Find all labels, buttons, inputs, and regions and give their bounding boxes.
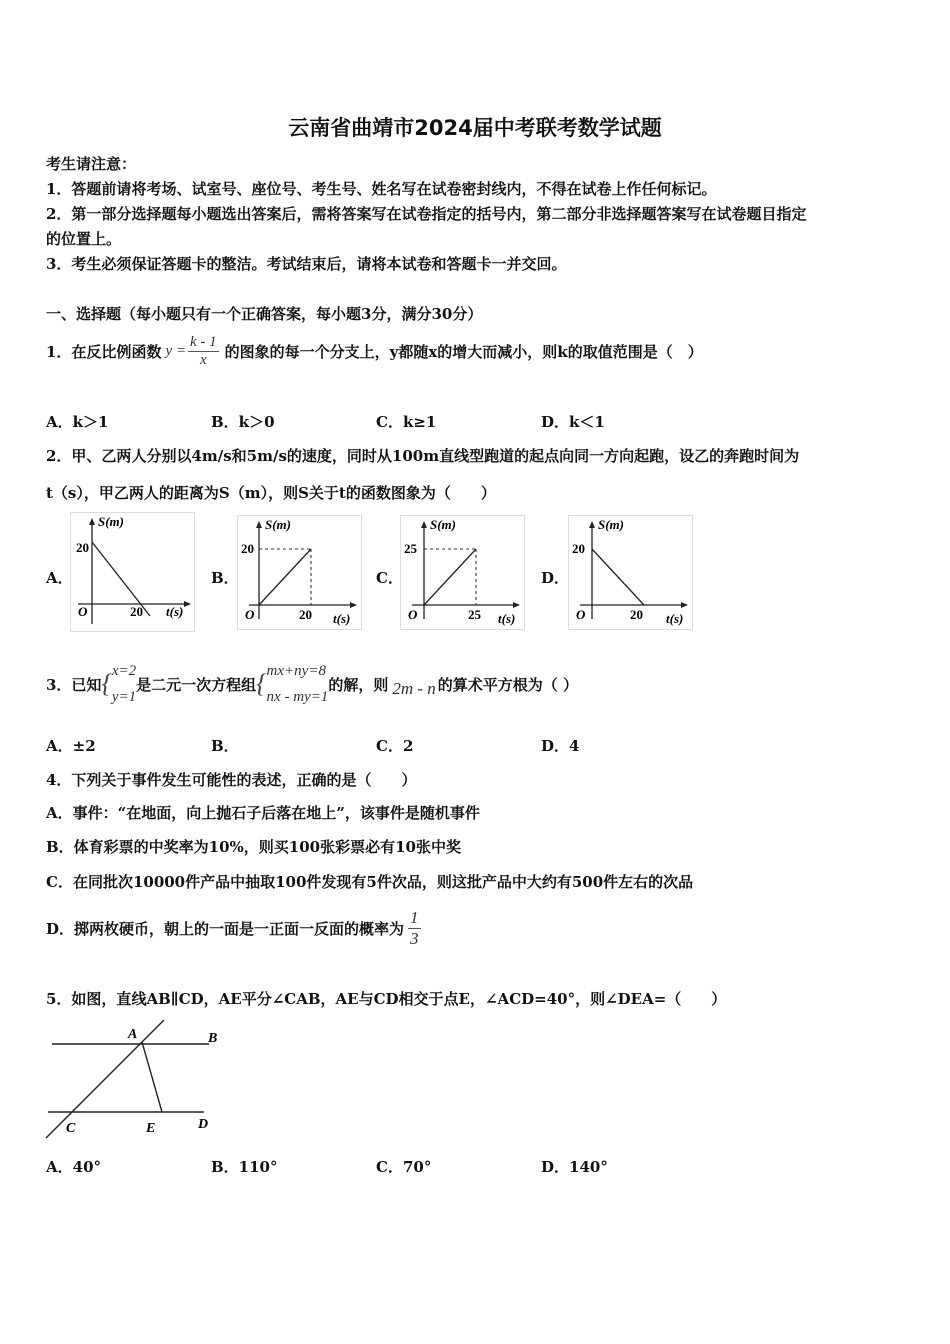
question-5-stem: 5．如图，直线AB∥CD，AE平分∠CAB，AE与CD相交于点E，∠ACD=40°，则∠DEA=（ ） <box>46 990 727 1008</box>
graph-d-x-tick: 20 <box>630 607 643 622</box>
graph-d-y-label: S(m) <box>598 517 624 532</box>
q4-option-d-text: D．掷两枚硬币，朝上的一面是一正面一反面的概率为 <box>46 919 405 938</box>
graph-a-x-label: t(s) <box>166 604 184 619</box>
q4-fraction-den: 3 <box>410 928 419 948</box>
graph-d-line <box>592 549 644 605</box>
notice-item-2-cont: 的位置上。 <box>46 230 122 248</box>
q5-line-ae <box>142 1042 162 1112</box>
q1-fraction <box>188 334 219 369</box>
q1-option-c[interactable]: C．k≥1 <box>376 413 437 431</box>
q3-system-1 <box>101 658 136 710</box>
q3-suffix: 的算术平方根为（ ） <box>437 675 579 694</box>
notice-heading: 考生请注意： <box>46 155 137 173</box>
graph-b-x-label: t(s) <box>333 611 351 626</box>
q2-option-c[interactable]: C． <box>376 569 403 587</box>
notice-item-3: 3．考生必须保证答题卡的整洁。考试结束后，请将本试卷和答题卡一并交回。 <box>46 255 567 273</box>
q1-prefix: 1．在反比例函数 <box>46 342 162 361</box>
graph-b-x-tick: 20 <box>299 607 312 622</box>
q3-after: 的解，则 <box>328 675 389 694</box>
q1-option-a[interactable]: A．k＞1 <box>46 413 109 431</box>
graph-c-y-tick: 25 <box>404 541 417 556</box>
notice-item-1: 1．答题前请将考场、试室号、座位号、考生号、姓名写在试卷密封线内，不得在试卷上作任何标记。 <box>46 180 717 198</box>
q3-mid: 是二元一次方程组 <box>136 675 257 694</box>
q4-option-d[interactable] <box>46 904 421 952</box>
q3-sys1-line2: y=1 <box>111 689 137 705</box>
q2-graph-a <box>70 512 195 632</box>
question-3-stem <box>46 648 578 720</box>
question-2-line-1: 2．甲、乙两人分别以4m/s和5m/s的速度，同时从100m直线型跑道的起点向同一方向起跑，设乙的奔跑时间为 <box>46 447 800 465</box>
q5-label-e: E <box>146 1121 156 1136</box>
q5-option-c[interactable]: C．70° <box>376 1158 432 1176</box>
q5-label-c: C <box>66 1121 76 1136</box>
q5-geometry-figure <box>44 1018 224 1140</box>
page-title: 云南省曲靖市2024届中考联考数学试题 <box>288 116 662 140</box>
q4-option-a[interactable]: A．事件：“在地面，向上抛石子后落在地上”，该事件是随机事件 <box>46 804 480 822</box>
graph-b-y-arrow <box>256 521 262 528</box>
graph-c-x-label: t(s) <box>498 611 516 626</box>
q2-graph-c <box>400 515 525 630</box>
section-heading: 一、选择题（每小题只有一个正确答案，每小题3分，满分30分） <box>46 305 483 323</box>
q3-brace-2: { <box>256 669 267 698</box>
q2-graph-d <box>568 515 693 630</box>
question-4-stem: 4．下列关于事件发生可能性的表述，正确的是（ ） <box>46 771 417 789</box>
q4-option-c[interactable]: C．在同批次10000件产品中抽取100件发现有5件次品，则这批产品中大约有500件左右的次品 <box>46 873 694 891</box>
graph-b-x-arrow <box>350 602 357 608</box>
q4-option-d-fraction <box>408 908 421 949</box>
q5-label-b: B <box>208 1031 218 1046</box>
q1-option-d[interactable]: D．k＜1 <box>541 413 605 431</box>
graph-c-x-tick: 25 <box>468 607 481 622</box>
q3-option-c[interactable]: C．2 <box>376 737 414 755</box>
graph-c-x-arrow <box>513 602 520 608</box>
q3-system-2 <box>256 658 328 710</box>
graph-b-y-tick: 20 <box>241 541 254 556</box>
q3-brace-1: { <box>101 669 112 698</box>
graph-a-y-arrow <box>89 518 95 525</box>
q3-prefix: 3．已知 <box>46 675 102 694</box>
q4-option-b[interactable]: B．体育彩票的中奖率为10%，则买100张彩票必有10张中奖 <box>46 838 461 856</box>
notice-item-2: 2．第一部分选择题每小题选出答案后，需将答案写在试卷指定的括号内，第二部分非选择题答案写在试卷题目指定 <box>46 205 807 223</box>
q1-suffix: 的图象的每一个分支上，y都随x的增大而减小，则k的取值范围是（ ） <box>224 342 703 361</box>
graph-c-origin: O <box>408 607 418 622</box>
q1-option-b[interactable]: B．k＞0 <box>211 413 275 431</box>
question-1-stem <box>46 326 703 376</box>
graph-a-x-tick: 20 <box>130 604 143 619</box>
q2-option-d[interactable]: D． <box>541 569 570 587</box>
graph-b-line <box>259 549 311 605</box>
graph-a-y-tick: 20 <box>76 540 89 555</box>
graph-d-y-arrow <box>589 521 595 528</box>
q3-sys2-line1: mx+ny=8 <box>266 663 326 679</box>
graph-c-y-arrow <box>421 521 427 528</box>
q1-fraction-num: k - 1 <box>189 333 217 350</box>
q3-option-b[interactable]: B． <box>211 737 239 755</box>
q5-label-a: A <box>128 1027 138 1042</box>
graph-c-y-label: S(m) <box>430 517 456 532</box>
question-2-line-2: t（s），甲乙两人的距离为S（m），则S关于t的函数图象为（ ） <box>46 484 496 502</box>
graph-d-x-label: t(s) <box>666 611 684 626</box>
graph-a-y-label: S(m) <box>98 514 124 529</box>
q1-formula-y: y = <box>165 342 186 359</box>
graph-d-x-arrow <box>681 602 688 608</box>
graph-d-y-tick: 20 <box>572 541 585 556</box>
q2-option-a[interactable]: A． <box>46 569 73 587</box>
graph-b-origin: O <box>245 607 255 622</box>
q5-option-d[interactable]: D．140° <box>541 1158 608 1176</box>
q2-option-b[interactable]: B． <box>211 569 239 587</box>
q3-option-d[interactable]: D．4 <box>541 737 580 755</box>
q3-sys1-line1: x=2 <box>111 663 137 679</box>
graph-a-origin: O <box>78 604 88 619</box>
q3-sys2-line2: nx - my=1 <box>266 689 329 705</box>
q1-fraction-den: x <box>199 351 207 368</box>
graph-a-x-arrow <box>184 601 191 607</box>
q4-fraction-num: 1 <box>410 907 419 927</box>
q5-option-b[interactable]: B．110° <box>211 1158 278 1176</box>
graph-c-line <box>424 549 476 605</box>
graph-b-y-label: S(m) <box>265 517 291 532</box>
q2-graph-b <box>237 515 362 630</box>
graph-d-origin: O <box>576 607 586 622</box>
q3-option-a[interactable]: A．±2 <box>46 737 96 755</box>
q3-expression: 2m - n <box>392 679 436 698</box>
q5-option-a[interactable]: A．40° <box>46 1158 102 1176</box>
q5-label-d: D <box>198 1117 209 1132</box>
